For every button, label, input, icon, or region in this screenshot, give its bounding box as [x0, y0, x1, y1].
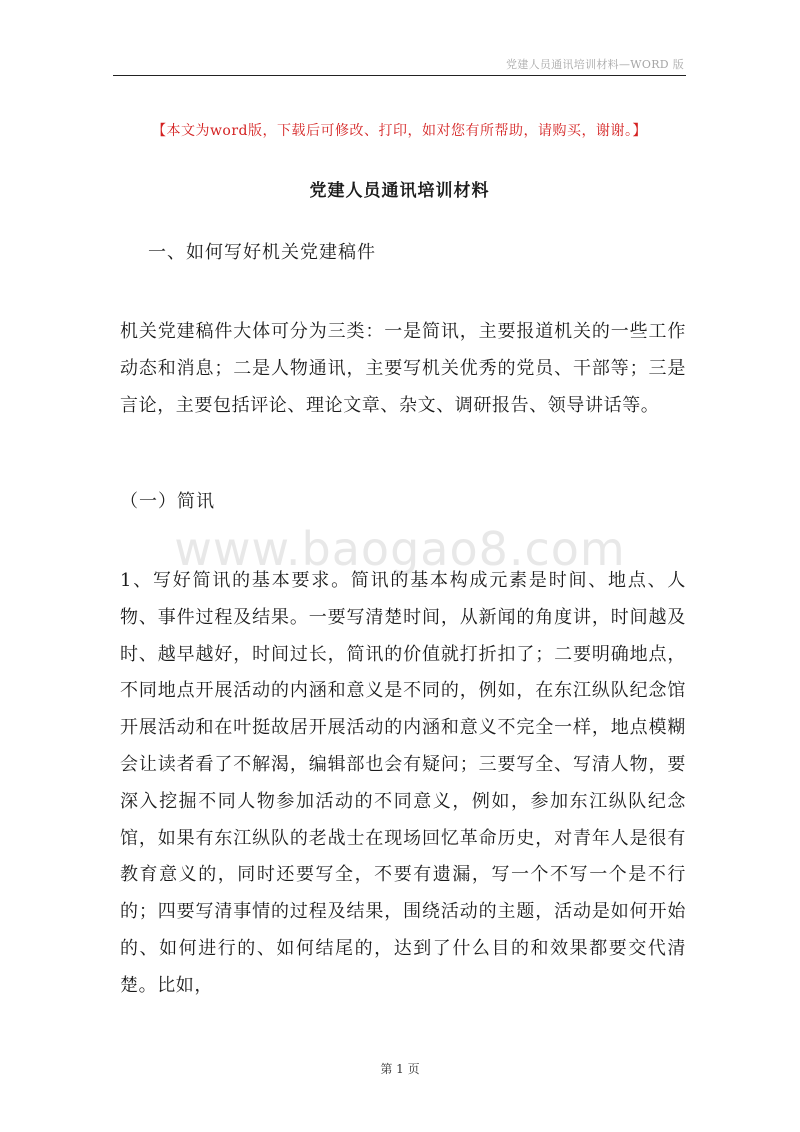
section-heading: 一、如何写好机关党建稿件 [148, 242, 376, 263]
body-paragraph-2: 1、写好简讯的基本要求。简讯的基本构成元素是时间、地点、人物、事件过程及结果。一要写清楚时间，从新闻的角度讲，时间越及时、越早越好，时间过长，简讯的价值就打折扣了；二要明确地点，不同地点开展活动的内涵和意义是不同的，例如，在东江纵队纪念馆开展活动和在叶挺故居开展活动的内涵和意义不完全一样，地点模糊会让读者看了不解渴，编辑部也会有疑问；三要写全、写清人物，要深入挖掘不同人物参加活动的不同意义，例如，参加东江纵队纪念馆，如果有东江纵队的老战士在现场回忆革命历史，对青年人是很有教育意义的，同时还要写全，不要有遗漏，写一个不写一个是不行的；四要写清事情的过程及结果，围绕活动的主题，活动是如何开始的、如何进行的、如何结尾的，达到了什么目的和效果都要交代清楚。比如， [120, 570, 686, 996]
body-paragraph-1: 机关党建稿件大体可分为三类：一是简讯，主要报道机关的一些工作动态和消息；二是人物通讯，主要写机关优秀的党员、干部等；三是言论，主要包括评论、理论文章、杂文、调研报告、领导讲话等。 [120, 321, 686, 416]
running-header: 党建人员通讯培训材料—WORD 版 [505, 58, 684, 71]
page-number: 第 1 页 [380, 1062, 420, 1076]
watermark: www.baogao8.com [174, 522, 626, 576]
header-divider [113, 75, 686, 76]
sub-heading: （一）简讯 [120, 491, 215, 512]
purchase-notice: 【本文为word版，下载后可修改、打印，如对您有所帮助，请购买，谢谢。】 [151, 123, 648, 139]
document-title: 党建人员通讯培训材料 [309, 181, 490, 201]
